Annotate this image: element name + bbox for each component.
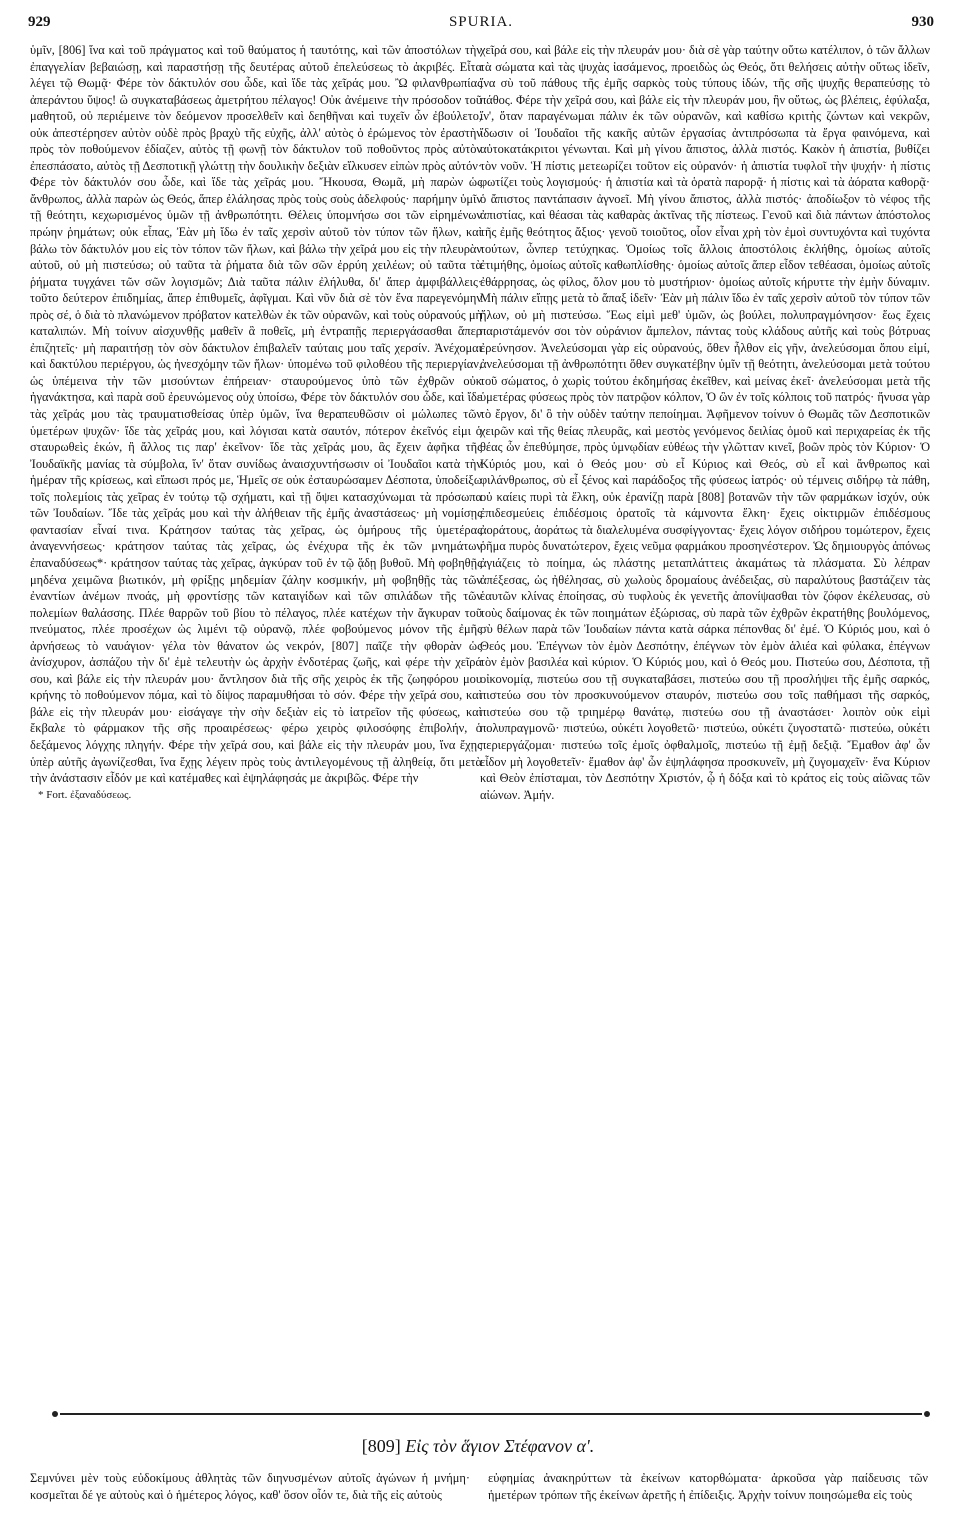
running-title: SPURIA. xyxy=(448,14,514,30)
left-column xyxy=(30,42,482,802)
section-heading xyxy=(0,1436,956,1457)
left-page-number: 929 xyxy=(28,14,51,30)
bottom-right-text: εὐφημίας ἀνακηρύττων τὰ ἐκείνων κατορθώματα· ἀρκοῦσα γὰρ παίδευσις τῶν ἡμετέρων τρόπων τῆς ἐκείνων ἀρετῆς ἡ ἐπίδειξις. Ἀρχὴν τοίνυν ποιησώμεθα εἰς τοὺς xyxy=(488,1471,928,1502)
section-ref: [809] xyxy=(361,1436,401,1456)
bottom-right-column xyxy=(488,1470,928,1503)
right-column-text: χεῖρά σου, καὶ βάλε εἰς τὴν πλευράν μου· διὰ σὲ γὰρ ταύτην οὕτω κατέλιπον, ὁ τῶν ἄλλων τὰ σώματα καὶ τὰς ψυχὰς ἰασάμενος, προειδὼς ὡς Θεός, ὅτι θελήσεις αὐτὴν οὕτως ἰδεῖν, ἵνα σὺ τοῦ πάθους τῆς ἐμῆς σαρκὸς τοὺς τύπους ἰδών, τῆς σῆς ψυχῆς θεραπεύσῃς τὸ πάθος. Φέρε τὴν χεῖρά σου, καὶ βάλε εἰς τὴν πλευράν μου, ἣν οὕτως, ὡς βλέπεις, ἐφύλαξα, ἵν', ὅταν παραγένωμαι πάλιν ἐκ τῶν οὐρανῶν, καὶ καθίσω κριτὴς ζώντων καὶ νεκρῶν, ἴδωσιν οἱ Ἰουδαῖοι τῆς κακῆς αὐτῶν ἐργασίας ἀντιπρόσωπα τὰ ἔργα φαινόμενα, καὶ αὐτοκατάκριτοι γένωνται. Καὶ μὴ γίνου ἄπιστος, ἀλλὰ πιστός. Κακὸν ἡ ἀπιστία, βυθίζει τὸν νοῦν. Ἡ πίστις μετεωρίζει τοῦτον εἰς οὐρανόν· ἡ ἀπιστία τυφλοῖ τὴν ψυχήν· ἡ πίστις φωτίζει τοὺς λογισμούς· ἡ ἀπιστία καὶ τὰ ὁρατὰ παρορᾷ· ἡ πίστις καὶ τὰ ἀόρατα καθορᾷ· ὁ ἄπιστος παντάπασιν ἀγνοεῖ. Μὴ γίνου ἄπιστος, ἀλλὰ πιστός· ἀποδίωξον τὸ νέφος τῆς ἀπιστίας, καὶ θέασαι τὰς καθαρὰς ἀκτῖνας τῆς πίστεως. Γενοῦ καὶ διὰ πάντων ἀπόστολος τῆς ἐμῆς θεότητος ἄξιος· γενοῦ τοιοῦτος, οἷον εἶναι χρὴ τὸν ἐμοὶ συντυχόντα καὶ τυχόντα τούτων, ὧνπερ τετύχηκας. Ὁμοίως τοῖς ἄλλοις ἀποστόλοις ἐκλήθης, ὁμοίως αὐτοῖς ἐτιμήθης, ὁμοίως αὐτοῖς καθωπλίσθης· ὁμοίως αὐτοῖς ἅπερ εἶδον τεθέασαι, ὁμοίως αὐτοῖς ἐθάρρησας, ὡς φίλος, ὅλον μου τὸ μυστήριον· ὁμοίως αὐτοῖς κήρυττε τὴν ἐμὴν δύναμιν. Μὴ πάλιν εἴπῃς μετὰ τὸ ἅπαξ ἰδεῖν· Ἐὰν μὴ πάλιν ἴδω ἐν ταῖς χερσὶν αὐτοῦ τὸν τύπον τῶν ἥλων, οὐ μὴ πιστεύσω. Ἕως εἰμὶ μεθ' ὑμῶν, ὡς βούλει, πολυπραγμόνησον· ἕως ἔχεις παριστάμενόν σοι τὸν οὐράνιον ἄμπελον, πάντας τοὺς κλάδους αὐτῆς καὶ τοὺς βότρυας ἐρεύνησον. Ἀνελεύσομαι γὰρ εἰς οὐρανούς, ὅθεν ἦλθον εἰς γῆν, ἀνελεύσομαι ὅπου εἰμί, ἀνελεύσομαι τῇ ἀνθρωπότητι ὅθεν συγκατέβην ὑμῖν τῇ θεότητι, ἀνελεύσομαι μετὰ τούτου τοῦ σώματος, ὁ χωρὶς τούτου ἐκδημήσας ἐκεῖθεν, καὶ μείνας ἐκεῖ· ἀνελεύσομαι μετὰ τῆς ὑμετέρας φύσεως πρὸς τὸν πατρῷον κόλπον, Ὁ ὢν ἐν τοῖς κόλποις τοῦ πατρός· ἤνυσα γὰρ τὸ ἔργον, δι' ὃ τὴν οὐδὲν ταύτην πεποίημαι. Ἀφῆμενον τοίνυν ὁ Θωμᾶς τῶν Δεσποτικῶν χειρῶν καὶ τῆς θείας πλευρᾶς, καὶ μεστὸς γενόμενος δειλίας ὁμοῦ καὶ περιχαρείας ἐκ τῆς θέας ὧν ἐπεθύμησε, πρὸς ὑμνῳδίαν εὐθέως τὴν γλῶτταν κινεῖ, βοῶν πρὸς τὸν Κύριον· Ὁ Κύριός μου, καὶ ὁ Θεός μου· σὺ εἶ Κύριος καὶ Θεός, σὺ εἶ καὶ ἄνθρωπος καὶ φιλάνθρωπος, σὺ εἶ ξένος καὶ παράδοξος τῆς φύσεως ἰατρός· οὐ τέμνεις σιδήρῳ τὰ πάθη, οὐ καίεις πυρὶ τὰ ἕλκη, οὐκ ἐρανίζῃ παρὰ [808] βοτανῶν τὴν τῶν φαρμάκων ἰσχύν, οὐκ ἐπιδεσμεύεις ἐπιδέσμοις ὁρατοῖς τὰ κάμνοντα ἕλκη· ἔχεις οἰκτιρμῶν ἐπιδέσμους ἀοράτους, ἀοράτως τὰ διαλελυμένα συσφίγγοντας· ἔχεις λόγον σιδήρου τομώτερον, ἔχεις ῥῆμα πυρὸς δυνατώτερον, ἔχεις νεῦμα φαρμάκου προσηνέστερον. Ὡς δημιουργὸς ἀπόνως ἀγιάζεις τὸ ποίημα, ὡς πλάστης μεταπλάττεις ἀκαμάτως τὰ πλάσματα. Σὺ λέπραν ἀπέξεσας, ὡς ἠθέλησας, σὺ χωλοὺς δρομαίους ἀνέδειξας, σὺ παραλύτους βαστάζειν τὰς ἑαυτῶν κλίνας ἐποίησας, σὺ τυφλοὺς ἐκ γενετῆς ἀπονίψασθαι τὸν ζόφον ἐκέλευσας, σὺ τοὺς δαίμονας ἐκ τῶν ποιημάτων ἐξώρισας, σὺ παρὰ τῶν ἐχθρῶν ἐκρατήθης βουλόμενος, σὺ θέλων παρὰ τῶν Ἰουδαίων πάντα κατὰ σάρκα πέπονθας δι' ἐμέ. Ὁ Κύριός μου, καὶ ὁ Θεός μου. Ἐπέγνων τὸν ἐμὸν Δεσπότην, ἐπέγνων τὸν ἐμὸν ἁλιέα καὶ φύλακα, ἐπέγνων τὸν ἐμὸν βασιλέα καὶ κύριον. Ὁ Κύριός μου, καὶ ὁ Θεός μου. Πιστεύω σου, Δέσποτα, τῇ οἰκονομίᾳ, πιστεύω σου τῇ συγκαταβάσει, πιστεύω σου τῇ προσλήψει τῆς ἐμῆς σαρκός, πιστεύω σου τὸν προσκυνούμενον σταυρόν, πιστεύω σου τοῖς παθήμασι τῆς σαρκός, πιστεύω σου τῷ τριημέρῳ θανάτῳ, πιστεύω σου τῇ ἀναστάσει· λοιπὸν οὐκ εἰμὶ πολυπραγμονῶ· πιστεύω, οὐκέτι λογοθετῶ· πιστεύω, οὐκέτι ζυγοστατῶ· πιστεύω, οὐκέτι περιεργάζομαι· πιστεύω τοῖς ἐμοῖς ὀφθαλμοῖς, πιστεύω τῇ ἐμῇ δεξιᾷ. Ἔμαθον ἀφ' ὧν εἶδον μὴ λογοθετεῖν· ἔμαθον ἀφ' ὧν ἐψηλάφησα προσκυνεῖν, μὴ ζυγομαχεῖν· ἕνα Κύριον καὶ Θεὸν ἐπίσταμαι, τὸν Δεσπότην Χριστόν, ᾧ ἡ δόξα καὶ τὸ κράτος εἰς τοὺς αἰῶνας τῶν αἰώνων. Ἀμήν. xyxy=(480,43,931,802)
section-divider-rule xyxy=(60,1413,922,1415)
section-title: Εἰς τὸν ἅγιον Στέφανον α'. xyxy=(405,1436,595,1456)
left-column-text: ὑμῖν, [806] ἵνα καὶ τοῦ πράγματος καὶ τοῦ θαύματος ἡ ταυτότης, καὶ τῶν ἀποστόλων τὴν ἐπαγγελίαν βεβαιώσῃ, καὶ παραστήσῃ τῆς δευτέρας αὐτοῦ ἐπελεύσεως τὸ ἀκριβές. Εἶτα λέγει τῷ Θωμᾷ· Φέρε τὸν δάκτυλόν σου ὧδε, καὶ ἴδε τὰς χεῖράς μου. Ὢ φιλανθρωπίας ἀπεράντου ὕψος! ὢ συγκαταβάσεως ἀμετρήτου πέλαγος! Οὐκ ἀνέμεινε τὴν πρόσοδον τοῦ μαθητοῦ, οὐ περιέμεινε τὸν δεόμενον προσελθεῖν καὶ δεηθῆναι καὶ τυχεῖν ὧν ἐβούλετο, οὐκ ἀπεστέρησεν αὐτὸν οὐδὲ πρὸς βραχὺ τῆς εὐχῆς, ἀλλ' αὐτὸς ὁ ἐρώμενος τὸν ἐραστὴν πρὸς τὸν ποθούμενον ἐδίαζεν, αὐτὸς τῇ φωνῇ τὸν δάκτυλον τοῦ ποθοῦντος πρὸς αὐτὸν ἐπεσπάσατο, αὐτὸς τῇ Δεσποτικῇ γλώττῃ τὴν δουλικὴν δεξιὰν εἵλκυσεν εἰπὼν πρὸς αὐτόν· Φέρε τὸν δάκτυλόν σου ὧδε, καὶ ἴδε τὰς χεῖράς μου. Ἤκουσα, Θωμᾶ, μὴ παρὼν ὡς ἄνθρωπος, ἀλλὰ παρὼν ὡς Θεός, ἅπερ ἐλάλησας πρὸς τοὺς σοὺς ἀδελφούς· παρήμην ὑμῖν τῇ θεότητι, κεχωρισμένος ὑμῶν τῇ ἀνθρωπότητι. Θέλεις ὑπομνήσω σοι τῶν εἰρημένων πρώην ῥημάτων; οὐκ εἶπας, Ἐὰν μὴ ἴδω ἐν ταῖς χερσὶν αὐτοῦ τὸν τύπον τῶν ἥλων, καὶ βάλω τὸν δάκτυλόν μου εἰς τὸν τόπον τῶν ἥλων, καὶ βάλω τὴν χεῖρά μου εἰς τὴν πλευρὰν αὐτοῦ, οὐ μὴ πιστεύσω; οὐ ταῦτα τὰ ῥήματα διὰ τῶν σῶν ἐρρύη χειλέων; οὐ ταῦτα τὰ ῥήματα τυγχάνει τῶν σῶν λογισμῶν; Διὰ ταῦτα πάλιν ἐλήλυθα, δι' ἅπερ ἀμφιβάλλεις· τοῦτο δεύτερον ἐπιδημίας, ἅπερ ἐπιθυμεῖς, ἀφῖγμαι. Καὶ νῦν διὰ σὲ τὸν ἕνα παρεγενόμην πρὸς σέ, ὁ διὰ τὸ πλανώμενον πρόβατον κατελθὼν ἐκ τῶν οὐρανῶν, καὶ τοὺς οὐρανούς μὴ καταλιπών. Μὴ τοίνυν αἰσχυνθῇς μαθεῖν ἃ ποθεῖς, μὴ ἐντραπῇς περιεργάσασθαι ἅπερ ἐπιζητεῖς· μὴ παραιτήσῃ τὸν σὸν δάκτυλον ἐπιβαλεῖν ταύταις μου ταῖς χερσίν. Ἀνέχομαι καὶ δακτύλου περιέργου, ὡς ἠνεσχόμην τῶν ἥλων· ὑπομένω τοῦ φιλοθέου τῆς περιεργίαν, ὡς ὑπέμεινα τὴν τῶν μισούντων ἐπήρειαν· σταυρούμενος ὑπὸ τῶν ἐχθρῶν οὐκ ἠγανάκτησα, καὶ παρὰ σοῦ ἐρευνώμενος οὐχ ὑποίσω, Φέρε τὸν δάκτυλόν σου ὧδε, καὶ ἴδε τὰς χεῖράς μου τὰς τραυματισθείσας ὑπὲρ ὑμῶν, ἵνα θεραπευθῶσιν οἱ μώλωπες τῶν ὑμετέρων ψυχῶν· ἴδε τὰς χεῖράς μου, καὶ λόγισαι κατὰ σαυτόν, πότερον ἐκεῖνός εἰμι ὁ σταυρωθεὶς ἑκών, ἢ ἄλλος τις παρ' ἐκεῖνον· ἴδε τὰς χεῖράς μου, ἃς ἔχειν ἀφῆκα τῆς Ἰουδαϊκῆς μανίας τὰ σύμβολα, ἵν' ὅταν συνίδως ἀναισχυντήσωσιν οἱ Ἰουδαῖοι κατὰ τὴν ἡμέραν τῆς κρίσεως, καὶ εἴπωσι πρός με, Ἡμεῖς σε οὐκ ἐσταυρώσαμεν Δέσποτα, ὑποδείξω τοῖς πολεμίοις τὰς χεῖρας ἐν τούτῳ τῷ σχήματι, καὶ τῇ ὄψει κατασχύνωμαι τὰ πρόσωπα τῶν Ἰουδαίων. Ἴδε τὰς χεῖράς μου καὶ τὴν ἀλήθειαν τῆς ἐμῆς ἀναστάσεως· μὴ νομίσῃς φαντασίαν εἶναί τινα. Κράτησον ταύτας τὰς χεῖρας, ὡς ὁμήρους τῆς ὑμετέρας ἀναγεννήσεως· κράτησον ταύτας τὰς χεῖρας, ὡς ἐνέχυρα τῆς ἐκ τῶν μνημάτων ἐπαναδύσεως*· κράτησον ταύτας τὰς χεῖρας, ἀγκύραν τοῦ ἐν τῷ ᾅδῃ βυθοῦ. Μὴ φοβηθῇς μηδένα χειμῶνα βιωτικόν, μὴ φρίξῃς μηδεμίαν ζάλην κοσμικήν, μὴ φοβηθῇς τὰς τῶν ἐναντίων ἀνέμων πνοάς, μὴ φροντίσῃς τῶν καταιγίδων καὶ τῶν σπιλάδων τῆς τῶν πολεμίων θαλάσσης. Πλέε θαρρῶν τοῦ βίου τὸ πέλαγος, πλέε κατέχων τὴν ἄγκυραν τοῦ πνεύματος, πλέε προσέχων ὡς λιμένι τῷ οὐρανῷ, πλέε φοβούμενος μόνον τῆς ἐμῆς ἀρνήσεως τὸ ναυάγιον· γέλα τὸν θάνατον ὡς νεκρόν, [807] παῖζε τὴν φθορὰν ὡς ἀνίσχυρον, ἀσπάζου τὴν δι' ἐμὲ τελευτὴν ὡς ἀρχὴν ἐνδοτέρας ζωῆς, καὶ φέρε τὴν χεῖρά σου, καὶ βάλε εἰς τὴν πλευράν μου· ἄντλησον διὰ τῆς σῆς χειρὸς ἐκ τῆς ζωηφόρου μου κρήνης τὸ ποθούμενον πόμα, καὶ τὸ δίψος παραμυθήσαι τὸ σόν. Φέρε τὴν χεῖρά σου, καὶ βάλε εἰς τὴν πλευράν μου· εἰσάγαγε τὴν σὴν δεξιὰν εἰς τὸ ἰατρεῖον τῆς φύσεως, καὶ ἔκβαλε τὸ φάρμακον τῆς σῆς προαιρέσεως· φέρω χειρὸς φιλοσόφης ἐπιβολήν, ὁ δεξάμενος λόγχης πληγήν. Φέρε τὴν χεῖρά σου, καὶ βάλε εἰς τὴν πλευράν μου, ἵνα ἔχῃς ὑπὲρ αὐτῆς ἀγωνίζεσθαι, ἵνα ἔχῃς λέγειν πρὸς τοὺς ἀντιλεγομένους τῇ ἀληθείᾳ, ὅτι μετὰ τὴν ἀνάστασιν εἶδόν με καὶ κατέμαθες καὶ ἐψηλάφησάς με ἀκριβῶς. Φέρε τὴν xyxy=(30,43,482,786)
right-column xyxy=(480,42,930,803)
right-page-number: 930 xyxy=(911,14,934,30)
bottom-left-text: Σεμνύνει μὲν τοὺς εὐδοκίμους ἀθλητὰς τῶν διηνυσμένων αὐτοῖς ἀγώνων ἡ μνήμη· κοσμεῖται δέ γε αὐτοὺς καὶ ὁ ἡμέτερος λόγος, καθ' ὅσον οἷόν τε, διὰ τῆς εἰς αὐτοὺς xyxy=(30,1471,470,1502)
footnote: * Fort. ἐξαναδύσεως. xyxy=(38,788,132,801)
bottom-left-column xyxy=(30,1470,470,1503)
running-head xyxy=(28,8,934,34)
